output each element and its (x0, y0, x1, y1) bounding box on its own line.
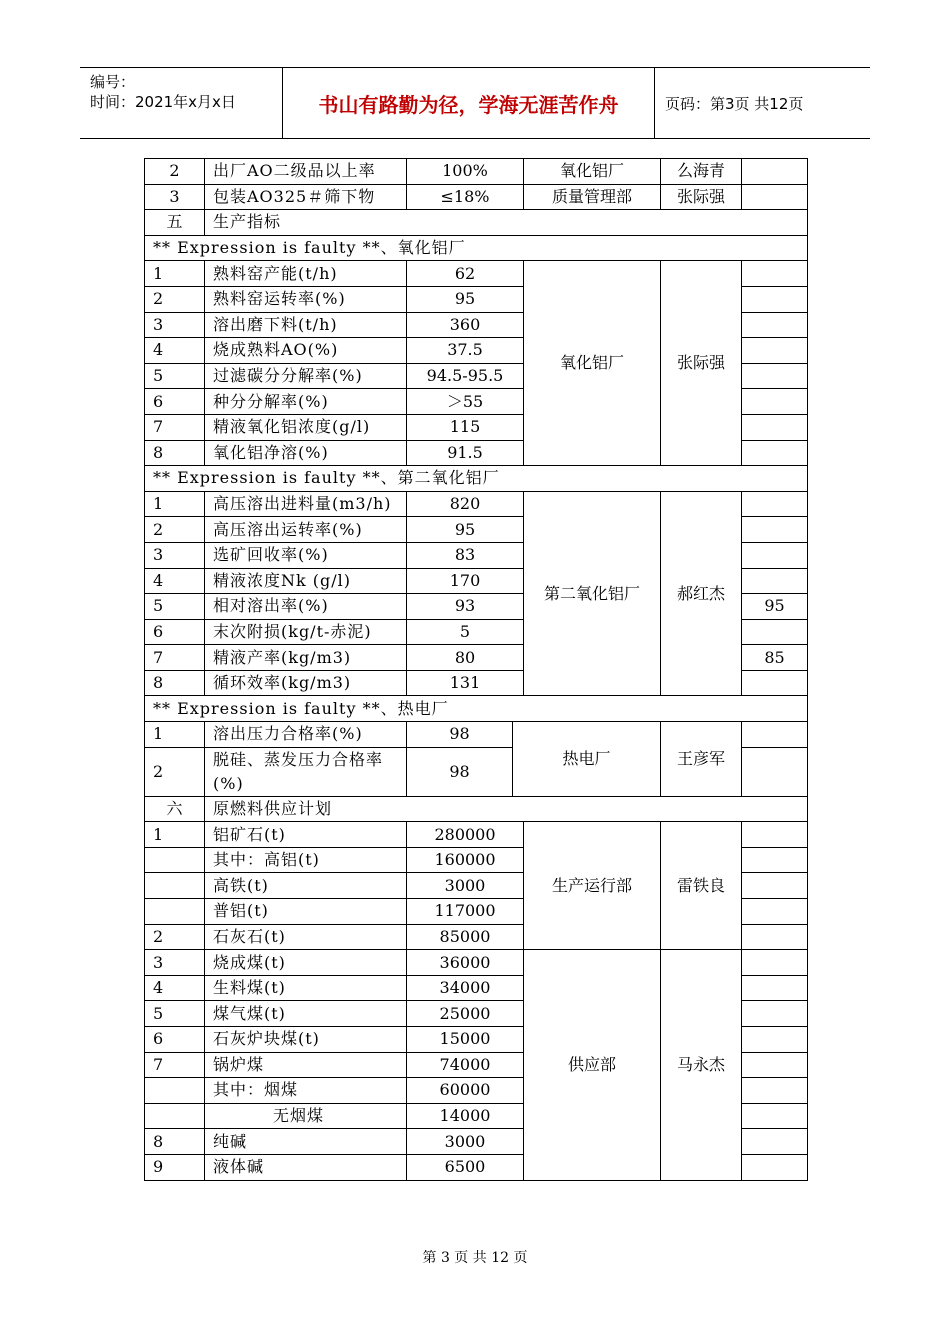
target-value: ≤18% (407, 184, 524, 210)
row-number: 1 (145, 261, 205, 287)
actual-value (742, 1129, 808, 1155)
actual-value (742, 822, 808, 848)
row-number (145, 1103, 205, 1129)
actual-value (742, 1103, 808, 1129)
section-header-row (145, 235, 808, 261)
actual-value (742, 747, 808, 796)
table-row (145, 159, 808, 185)
target-value: 6500 (407, 1154, 524, 1180)
responsible-person: 张际强 (661, 261, 742, 466)
header-meta (80, 68, 283, 138)
row-number: 6 (145, 1027, 205, 1053)
target-value: 83 (407, 542, 524, 568)
row-number: 2 (145, 747, 205, 796)
indicator-name: 种分分解率(%) (205, 389, 407, 415)
indicator-name: 脱硅、蒸发压力合格率(%) (205, 747, 407, 796)
target-value: 3000 (407, 1129, 524, 1155)
indicator-name: 烧成熟料AO(%) (205, 338, 407, 364)
actual-value (742, 363, 808, 389)
page-header (80, 67, 870, 139)
row-number: 3 (145, 312, 205, 338)
table-row (145, 822, 808, 848)
indicator-name: 精液浓度Nk (g/l) (205, 568, 407, 594)
indicator-table (144, 158, 808, 1181)
indicator-name: 选矿回收率(%) (205, 542, 407, 568)
indicator-name: 末次附损(kg/t-赤泥) (205, 619, 407, 645)
actual-value (742, 1001, 808, 1027)
target-value: 37.5 (407, 338, 524, 364)
row-number: 4 (145, 975, 205, 1001)
indicator-name: 纯碱 (205, 1129, 407, 1155)
actual-value (742, 517, 808, 543)
row-number: 1 (145, 491, 205, 517)
actual-value (742, 1078, 808, 1104)
category-heading-row (145, 796, 808, 822)
target-value: 36000 (407, 950, 524, 976)
actual-value (742, 542, 808, 568)
indicator-name: 烧成煤(t) (205, 950, 407, 976)
actual-value (742, 261, 808, 287)
document-number-label: 编号： (90, 73, 136, 91)
row-number: 5 (145, 363, 205, 389)
indicator-name: 铝矿石(t) (205, 822, 407, 848)
target-value: 94.5-95.5 (407, 363, 524, 389)
indicator-name: 高压溶出运转率(%) (205, 517, 407, 543)
actual-value (742, 440, 808, 466)
section-header-row (145, 696, 808, 722)
document-time-label: 时间：2021年x月x日 (90, 93, 236, 111)
target-value: 95 (407, 286, 524, 312)
row-number: 3 (145, 184, 205, 210)
indicator-name: 无烟煤 (205, 1103, 407, 1129)
actual-value (742, 899, 808, 925)
indicator-name: 其中：烟煤 (205, 1078, 407, 1104)
section-title: ** Expression is faulty **、第二氧化铝厂 (145, 466, 808, 492)
actual-value (742, 1052, 808, 1078)
indicator-name: 包装AO325＃筛下物 (205, 184, 407, 210)
row-number: 3 (145, 950, 205, 976)
section-header-row (145, 466, 808, 492)
row-number: 6 (145, 389, 205, 415)
indicator-name: 溶出压力合格率(%) (205, 722, 407, 748)
target-value: 74000 (407, 1052, 524, 1078)
actual-value (742, 159, 808, 185)
indicator-name: 溶出磨下料(t/h) (205, 312, 407, 338)
row-number: 5 (145, 594, 205, 620)
category-title: 生产指标 (205, 210, 808, 236)
actual-value (742, 184, 808, 210)
section-title: ** Expression is faulty **、热电厂 (145, 696, 808, 722)
responsible-department: 氧化铝厂 (524, 159, 661, 185)
target-value: 160000 (407, 847, 524, 873)
row-number (145, 899, 205, 925)
header-motto: 书山有路勤为径，学海无涯苦作舟 (283, 68, 655, 138)
target-value: 14000 (407, 1103, 524, 1129)
row-number: 8 (145, 440, 205, 466)
actual-value (742, 1027, 808, 1053)
header-page-number: 页码：第3页 共12页 (665, 94, 804, 113)
indicator-name: 生料煤(t) (205, 975, 407, 1001)
indicator-name: 氧化铝净溶(%) (205, 440, 407, 466)
row-number (145, 847, 205, 873)
target-value: 5 (407, 619, 524, 645)
indicator-name: 锅炉煤 (205, 1052, 407, 1078)
indicator-name: 其中：高铝(t) (205, 847, 407, 873)
row-number: 9 (145, 1154, 205, 1180)
actual-value (742, 950, 808, 976)
indicator-name: 石灰石(t) (205, 924, 407, 950)
indicator-name: 高铁(t) (205, 873, 407, 899)
indicator-name: 循环效率(kg/m3) (205, 670, 407, 696)
row-number: 7 (145, 1052, 205, 1078)
target-value: 820 (407, 491, 524, 517)
row-number: 2 (145, 924, 205, 950)
target-value: 117000 (407, 899, 524, 925)
table-row (145, 184, 808, 210)
indicator-name: 普铝(t) (205, 899, 407, 925)
responsible-person: 王彦军 (661, 722, 742, 797)
target-value: 170 (407, 568, 524, 594)
actual-value (742, 568, 808, 594)
target-value: 98 (407, 747, 513, 796)
row-number: 8 (145, 1129, 205, 1155)
target-value: 25000 (407, 1001, 524, 1027)
target-value: 95 (407, 517, 524, 543)
page-footer: 第 3 页 共 12 页 (422, 1250, 528, 1266)
actual-value (742, 722, 808, 748)
indicator-name: 过滤碳分分解率(%) (205, 363, 407, 389)
row-number (145, 1078, 205, 1104)
actual-value (742, 414, 808, 440)
actual-value (742, 847, 808, 873)
indicator-name: 煤气煤(t) (205, 1001, 407, 1027)
indicator-name: 出厂AO二级品以上率 (205, 159, 407, 185)
category-number: 五 (145, 210, 205, 236)
target-value: 85000 (407, 924, 524, 950)
responsible-department: 质量管理部 (524, 184, 661, 210)
actual-value (742, 924, 808, 950)
responsible-department: 生产运行部 (524, 822, 661, 950)
actual-value (742, 873, 808, 899)
target-value: 80 (407, 645, 524, 671)
target-value: 115 (407, 414, 524, 440)
row-number: 4 (145, 568, 205, 594)
actual-value (742, 389, 808, 415)
target-value: 360 (407, 312, 524, 338)
target-value: 15000 (407, 1027, 524, 1053)
responsible-person: 马永杰 (661, 950, 742, 1180)
row-number: 5 (145, 1001, 205, 1027)
row-number: 6 (145, 619, 205, 645)
indicator-name: 熟料窑运转率(%) (205, 286, 407, 312)
actual-value: 85 (742, 645, 808, 671)
row-number: 4 (145, 338, 205, 364)
category-number: 六 (145, 796, 205, 822)
responsible-department: 第二氧化铝厂 (524, 491, 661, 696)
target-value: 280000 (407, 822, 524, 848)
actual-value (742, 670, 808, 696)
actual-value (742, 975, 808, 1001)
responsible-department: 供应部 (524, 950, 661, 1180)
target-value: 93 (407, 594, 524, 620)
target-value: 98 (407, 722, 513, 748)
actual-value (742, 1154, 808, 1180)
actual-value (742, 338, 808, 364)
actual-value (742, 286, 808, 312)
target-value: 3000 (407, 873, 524, 899)
row-number: 7 (145, 414, 205, 440)
row-number: 8 (145, 670, 205, 696)
indicator-name: 石灰炉块煤(t) (205, 1027, 407, 1053)
indicator-name: 相对溶出率(%) (205, 594, 407, 620)
responsible-person: 郝红杰 (661, 491, 742, 696)
responsible-department: 氧化铝厂 (524, 261, 661, 466)
target-value: 62 (407, 261, 524, 287)
row-number: 2 (145, 286, 205, 312)
table-row (145, 950, 808, 976)
row-number: 1 (145, 822, 205, 848)
target-value: 100% (407, 159, 524, 185)
responsible-person: 雷铁良 (661, 822, 742, 950)
indicator-name: 精液氧化铝浓度(g/l) (205, 414, 407, 440)
indicator-name: 熟料窑产能(t/h) (205, 261, 407, 287)
row-number: 7 (145, 645, 205, 671)
responsible-person: 么海青 (661, 159, 742, 185)
actual-value (742, 312, 808, 338)
indicator-name: 液体碱 (205, 1154, 407, 1180)
section-title: ** Expression is faulty **、氧化铝厂 (145, 235, 808, 261)
target-value: 34000 (407, 975, 524, 1001)
actual-value (742, 491, 808, 517)
table-row (145, 261, 808, 287)
target-value: 60000 (407, 1078, 524, 1104)
table-row (145, 722, 808, 748)
indicator-name: 精液产率(kg/m3) (205, 645, 407, 671)
category-title: 原燃料供应计划 (205, 796, 808, 822)
target-value: ＞55 (407, 389, 524, 415)
responsible-person: 张际强 (661, 184, 742, 210)
category-heading-row (145, 210, 808, 236)
target-value: 131 (407, 670, 524, 696)
row-number (145, 873, 205, 899)
row-number: 3 (145, 542, 205, 568)
actual-value (742, 619, 808, 645)
indicator-name: 高压溶出进料量(m3/h) (205, 491, 407, 517)
row-number: 2 (145, 159, 205, 185)
row-number: 2 (145, 517, 205, 543)
responsible-department: 热电厂 (513, 722, 661, 797)
row-number: 1 (145, 722, 205, 748)
target-value: 91.5 (407, 440, 524, 466)
table-row (145, 491, 808, 517)
actual-value: 95 (742, 594, 808, 620)
